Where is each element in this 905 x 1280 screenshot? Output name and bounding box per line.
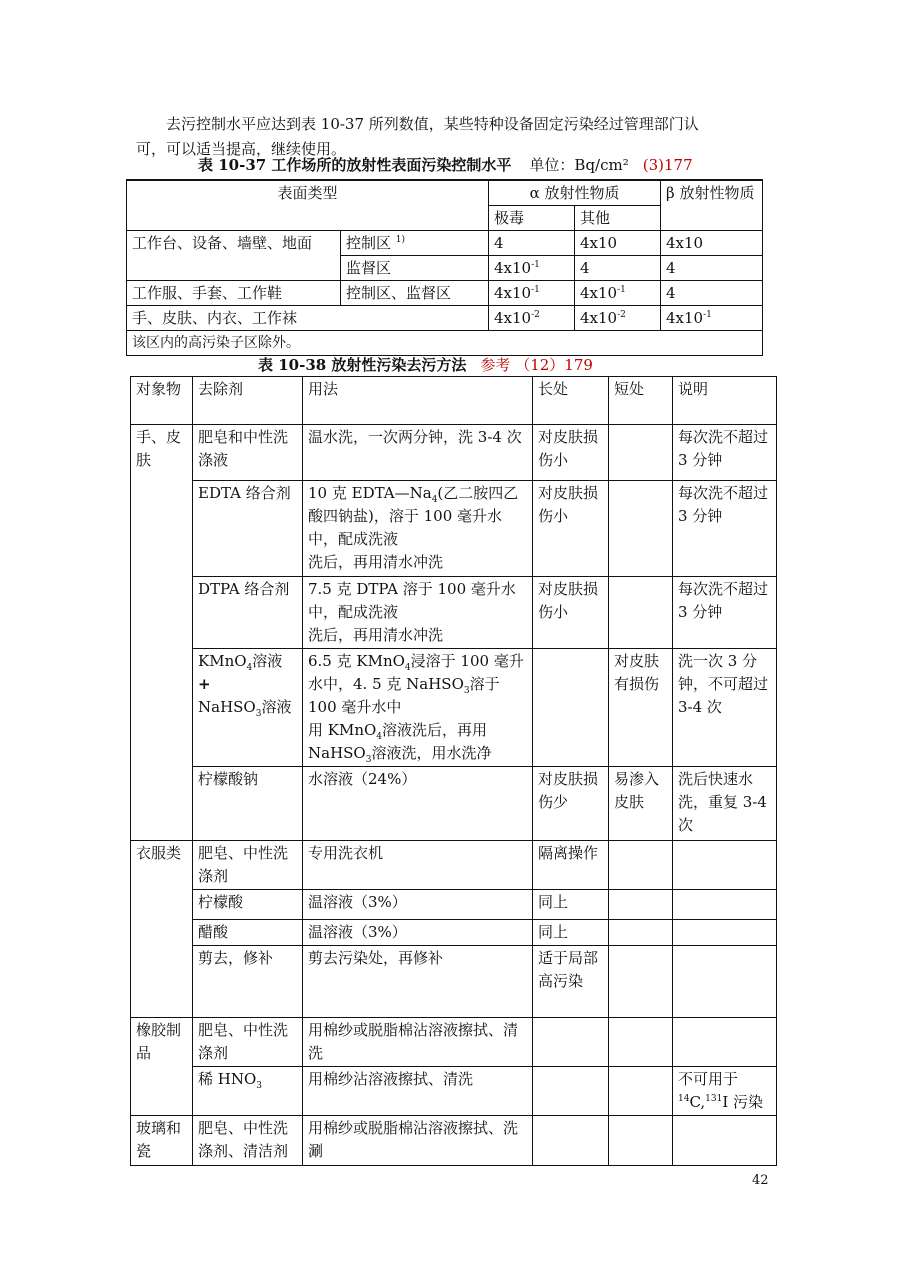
table-row bbox=[131, 481, 777, 577]
cell-usage: 专用洗衣机 bbox=[303, 841, 533, 890]
cell-note: 每次洗不超过 3 分钟 bbox=[673, 577, 777, 649]
header-agent: 去除剂 bbox=[193, 377, 303, 425]
cell-pro bbox=[533, 1116, 609, 1166]
cell-note bbox=[673, 890, 777, 920]
cell-note bbox=[673, 920, 777, 946]
page-number: 42 bbox=[752, 1173, 769, 1188]
cell-note: 洗后快速水洗，重复 3-4 次 bbox=[673, 767, 777, 841]
cell-usage: 温溶液（3%） bbox=[303, 920, 533, 946]
cell-con bbox=[609, 890, 673, 920]
cell-note: 每次洗不超过 3 分钟 bbox=[673, 481, 777, 577]
cell-usage: 用棉纱沾溶液擦拭、清洗 bbox=[303, 1067, 533, 1116]
table-row bbox=[131, 1018, 777, 1067]
cell-note: 每次洗不超过 3 分钟 bbox=[673, 425, 777, 481]
cell-con bbox=[609, 481, 673, 577]
table-38-reference: 参考 （12）179 bbox=[480, 356, 593, 374]
header-beta: β 放射性物质 bbox=[661, 180, 763, 231]
cell-usage: 剪去污染处，再修补 bbox=[303, 946, 533, 1018]
cell-agent: EDTA 络合剂 bbox=[193, 481, 303, 577]
header-pro: 长处 bbox=[533, 377, 609, 425]
cell-pro: 适于局部高污染 bbox=[533, 946, 609, 1018]
cell-agent: 剪去，修补 bbox=[193, 946, 303, 1018]
cell-pro: 对皮肤损伤小 bbox=[533, 577, 609, 649]
cell-pro: 对皮肤损伤小 bbox=[533, 425, 609, 481]
cell-agent: 柠檬酸钠 bbox=[193, 767, 303, 841]
cell-object: 手、皮肤 bbox=[131, 425, 193, 841]
table-row bbox=[131, 1067, 777, 1116]
cell-zone: 监督区 bbox=[341, 256, 489, 281]
cell-value: $4x10^{-2}$ bbox=[575, 306, 661, 331]
cell-agent: 稀 $HNO_3$ bbox=[193, 1067, 303, 1116]
cell-object: 玻璃和瓷 bbox=[131, 1116, 193, 1166]
cell-pro bbox=[533, 649, 609, 767]
cell-con bbox=[609, 841, 673, 890]
cell-pro: 对皮肤损伤少 bbox=[533, 767, 609, 841]
cell-pro bbox=[533, 1067, 609, 1116]
cell-note bbox=[673, 1116, 777, 1166]
cell-note: 不可用于 $^{14}$C,$^{131}$I 污染 bbox=[673, 1067, 777, 1116]
header-usage: 用法 bbox=[303, 377, 533, 425]
cell-pro: 对皮肤损伤小 bbox=[533, 481, 609, 577]
table-row bbox=[127, 306, 763, 331]
cell-con: 易渗入皮肤 bbox=[609, 767, 673, 841]
header-surface-type: 表面类型 bbox=[127, 180, 489, 231]
table-row bbox=[131, 767, 777, 841]
header-object: 对象物 bbox=[131, 377, 193, 425]
cell-agent: 柠檬酸 bbox=[193, 890, 303, 920]
table-37 bbox=[126, 179, 763, 356]
cell-value: $4x10^{-1}$ bbox=[575, 281, 661, 306]
cell-note bbox=[673, 1018, 777, 1067]
cell-agent: 肥皂和中性洗涤液 bbox=[193, 425, 303, 481]
table-37-reference: (3)177 bbox=[642, 156, 693, 174]
cell-agent: 肥皂、中性洗涤剂、清洁剂 bbox=[193, 1116, 303, 1166]
cell-value: 4 bbox=[489, 231, 575, 256]
cell-value: 4 bbox=[661, 281, 763, 306]
cell-agent: 肥皂、中性洗涤剂 bbox=[193, 841, 303, 890]
table-37-unit: 单位：Bq/cm² bbox=[529, 156, 629, 174]
table-37-title: 表 10-37 工作场所的放射性表面污染控制水平 bbox=[198, 156, 512, 174]
table-38-header-row bbox=[131, 377, 777, 425]
table-row bbox=[131, 946, 777, 1018]
cell-usage: 用棉纱或脱脂棉沾溶液擦拭、清洗 bbox=[303, 1018, 533, 1067]
table-37-footnote: 该区内的高污染子区除外。 bbox=[127, 331, 763, 356]
cell-surface-type: 工作台、设备、墙壁、地面 bbox=[127, 231, 341, 281]
cell-usage: 温水洗，一次两分钟，洗 3-4 次 bbox=[303, 425, 533, 481]
header-extreme: 极毒 bbox=[489, 206, 575, 231]
header-con: 短处 bbox=[609, 377, 673, 425]
cell-usage: 7.5 克 DTPA 溶于 100 毫升水中，配成洗液 洗后，再用清水冲洗 bbox=[303, 577, 533, 649]
cell-con bbox=[609, 946, 673, 1018]
cell-pro: 隔离操作 bbox=[533, 841, 609, 890]
cell-note: 洗一次 3 分钟，不可超过 3-4 次 bbox=[673, 649, 777, 767]
table-row bbox=[131, 890, 777, 920]
cell-value: 4x10 bbox=[661, 231, 763, 256]
cell-object: 橡胶制品 bbox=[131, 1018, 193, 1116]
cell-agent: 醋酸 bbox=[193, 920, 303, 946]
cell-usage: 10 克 $EDTA—Na_4$(乙二胺四乙酸四钠盐)，溶于 100 毫升水中，配成洗液 洗后，再用清水冲洗 bbox=[303, 481, 533, 577]
table-37-footnote-row bbox=[127, 331, 763, 356]
intro-line-2: 可，可以适当提高，继续使用。 bbox=[136, 140, 347, 158]
cell-agent: 肥皂、中性洗涤剂 bbox=[193, 1018, 303, 1067]
cell-agent: DTPA 络合剂 bbox=[193, 577, 303, 649]
cell-usage: 温溶液（3%） bbox=[303, 890, 533, 920]
cell-zone: 控制区 $^{1)}$ bbox=[341, 231, 489, 256]
cell-con bbox=[609, 425, 673, 481]
cell-con bbox=[609, 1067, 673, 1116]
cell-con: 对皮肤有损伤 bbox=[609, 649, 673, 767]
cell-pro bbox=[533, 1018, 609, 1067]
cell-value: $4x10^{-1}$ bbox=[661, 306, 763, 331]
table-row bbox=[127, 281, 763, 306]
table-row bbox=[127, 231, 763, 256]
header-alpha: α 放射性物质 bbox=[489, 180, 661, 206]
cell-value: 4 bbox=[661, 256, 763, 281]
cell-agent: KMnO$_4$溶液 + NaHSO$_3$溶液 bbox=[193, 649, 303, 767]
table-row bbox=[131, 841, 777, 890]
cell-note bbox=[673, 946, 777, 1018]
table-row bbox=[131, 920, 777, 946]
cell-pro: 同上 bbox=[533, 920, 609, 946]
cell-con bbox=[609, 577, 673, 649]
cell-pro: 同上 bbox=[533, 890, 609, 920]
table-row bbox=[131, 1116, 777, 1166]
table-37-caption bbox=[198, 154, 693, 175]
cell-usage: 6.5 克 KMnO$_4$浸溶于 100 毫升水中，4. 5 克 NaHSO$_3$溶于 100 毫升水中 用 KMnO$_4$溶液洗后，再用 NaHSO$_3$溶液洗，用水洗净 bbox=[303, 649, 533, 767]
cell-con bbox=[609, 1116, 673, 1166]
cell-value: $4x10^{-2}$ bbox=[489, 306, 575, 331]
table-row bbox=[131, 425, 777, 481]
cell-value: 4x10 bbox=[575, 231, 661, 256]
cell-object: 衣服类 bbox=[131, 841, 193, 1018]
intro-line-1: 去污控制水平应达到表 10-37 所列数值，某些特种设备固定污染经过管理部门认 bbox=[166, 115, 699, 133]
table-38-caption bbox=[258, 354, 593, 375]
cell-surface-type: 手、皮肤、内衣、工作袜 bbox=[127, 306, 489, 331]
cell-usage: 水溶液（24%） bbox=[303, 767, 533, 841]
cell-value: $4x10^{-1}$ bbox=[489, 281, 575, 306]
table-row bbox=[131, 649, 777, 767]
cell-usage: 用棉纱或脱脂棉沾溶液擦拭、洗涮 bbox=[303, 1116, 533, 1166]
cell-con bbox=[609, 1018, 673, 1067]
header-note: 说明 bbox=[673, 377, 777, 425]
cell-surface-type: 工作服、手套、工作鞋 bbox=[127, 281, 341, 306]
cell-value: $4x10^{-1}$ bbox=[489, 256, 575, 281]
cell-con bbox=[609, 920, 673, 946]
header-other: 其他 bbox=[575, 206, 661, 231]
table-row bbox=[131, 577, 777, 649]
cell-value: 4 bbox=[575, 256, 661, 281]
table-38 bbox=[130, 376, 777, 1166]
table-38-title: 表 10-38 放射性污染去污方法 bbox=[258, 356, 467, 374]
cell-note bbox=[673, 841, 777, 890]
table-37-header-row bbox=[127, 180, 763, 206]
cell-zone: 控制区、监督区 bbox=[341, 281, 489, 306]
